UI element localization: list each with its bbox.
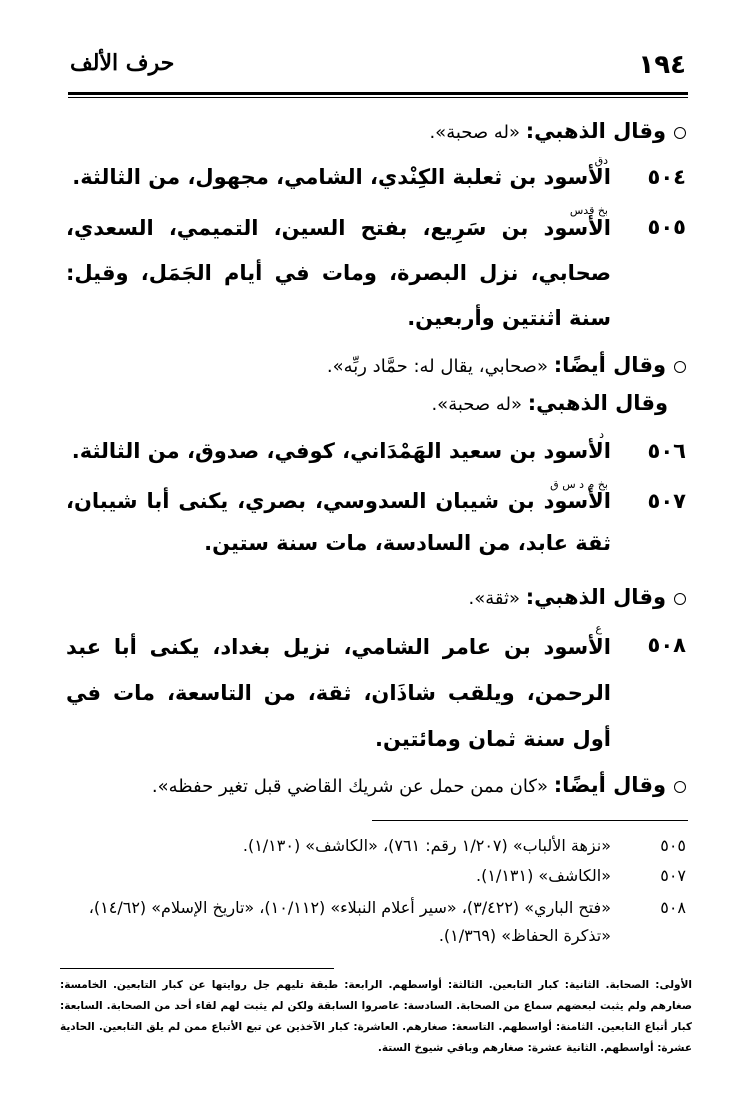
rumuz-symbols: دق xyxy=(594,154,608,167)
note-quote: «ثقة». xyxy=(468,588,521,609)
entry-text: الأسود بن ثعلبة الكِنْدي، الشامي، مجهول، من الثالثة. xyxy=(72,165,611,189)
page-number: ١٩٤ xyxy=(638,50,686,80)
entry-508 xyxy=(66,624,686,762)
entry-number: ٥٠٤ xyxy=(647,165,686,189)
note-quote: «له صحبة». xyxy=(429,122,521,143)
footnote-number: ٥٠٧ xyxy=(660,866,686,885)
entry-text: الأسود بن سعيد الهَمْدَاني، كوفي، صدوق، من الثالثة. xyxy=(71,439,611,463)
note-lead: وقال أيضًا: xyxy=(553,773,666,797)
rumuz-symbols: د xyxy=(599,428,604,441)
footnote-507 xyxy=(66,862,686,890)
header-rule xyxy=(68,92,688,95)
footnote-text: «نزهة الألباب» (١/٢٠٧ رقم: ٧٦١)، «الكاشف» (١/١٣٠). xyxy=(242,836,611,855)
page-header xyxy=(70,50,686,86)
note-lead: وقال أيضًا: xyxy=(553,353,666,377)
note-quote: «كان ممن حمل عن شريك القاضي قبل تغير حفظه». xyxy=(151,776,548,797)
legend-rule xyxy=(60,968,334,969)
circle-bullet-icon xyxy=(674,127,686,139)
entry-505 xyxy=(66,206,686,341)
footnote-number: ٥٠٨ xyxy=(660,898,686,917)
rumuz-symbols: بخ قدس xyxy=(569,204,608,217)
note-dhahabi-505 xyxy=(66,388,668,420)
tabaqat-legend: الأولى: الصحابة. الثانية: كبار التابعين. الثالثة: أواسطهم. الرابعة: طبقة تليهم جل روايتها عن كبار التابعين. الخامسة: صغارهم ولم يثبت لبعضهم سماع من الصحابة. السادسة: عاصروا السابقة ولكن لم يثبت لهم لقاء أحد من الصحابة. السابعة: كبار أتباع التابعين. الثامنة: أواسطهم. التاسعة: صغارهم. العاشرة: كبار الآخذين عن تبع الأتباع ممن لم يلق التابعين. الحادية عشرة: أواسطهم. الثانية عشرة: صغارهم وباقي شيوخ الستة. xyxy=(60,979,692,1054)
circle-bullet-icon xyxy=(674,361,686,373)
entry-text: الأسود بن شيبان السدوسي، بصري، يكنى أبا شيبان، ثقة عابد، من السادسة، مات سنة ستين. xyxy=(66,489,611,555)
footnote-505 xyxy=(66,832,686,860)
note-dhahabi-507 xyxy=(66,582,686,614)
note-quote: «له صحبة». xyxy=(431,394,523,415)
entry-number: ٥٠٨ xyxy=(647,633,686,657)
header-rule-thin xyxy=(68,97,688,98)
entry-number: ٥٠٦ xyxy=(647,439,686,463)
rumuz-symbols: ع xyxy=(595,622,602,635)
note-quote: «صحابي، يقال له: حمَّاد ربِّه». xyxy=(326,356,548,377)
entry-text: الأسود بن عامر الشامي، نزيل بغداد، يكنى أبا عبد الرحمن، ويلقب شاذَان، ثقة، من التاسعة، مات في أول سنة ثمان ومائتين. xyxy=(66,635,611,751)
note-lead: وقال الذهبي: xyxy=(525,119,666,143)
entry-text: الأسود بن سَرِيع، بفتح السين، التميمي، السعدي، صحابي، نزل البصرة، ومات في أيام الجَمَل، وقيل: سنة اثنتين وأربعين. xyxy=(66,216,611,330)
entry-number: ٥٠٥ xyxy=(647,215,686,239)
circle-bullet-icon xyxy=(674,593,686,605)
rumuz-symbols: بخ م د س ق xyxy=(550,478,608,491)
circle-bullet-icon xyxy=(674,781,686,793)
running-title: حرف الألف xyxy=(70,50,175,76)
footnote-text: «فتح الباري» (٣/٤٢٢)، «سير أعلام النبلاء» (١٠/١١٢)، «تاريخ الإسلام» (١٤/٦٢)، «تذكرة الحفاظ» (١/٣٦٩). xyxy=(88,898,611,945)
note-dhahabi-504 xyxy=(66,116,686,148)
footnote-number: ٥٠٥ xyxy=(660,836,686,855)
note-also-508 xyxy=(66,770,686,802)
footnote-rule xyxy=(372,820,688,821)
note-lead: وقال الذهبي: xyxy=(527,391,668,415)
footnote-508 xyxy=(66,894,686,950)
footnote-text: «الكاشف» (١/١٣١). xyxy=(476,866,611,885)
entry-number: ٥٠٧ xyxy=(647,489,686,513)
note-also-505 xyxy=(66,350,686,382)
entry-507 xyxy=(66,480,686,564)
note-lead: وقال الذهبي: xyxy=(525,585,666,609)
